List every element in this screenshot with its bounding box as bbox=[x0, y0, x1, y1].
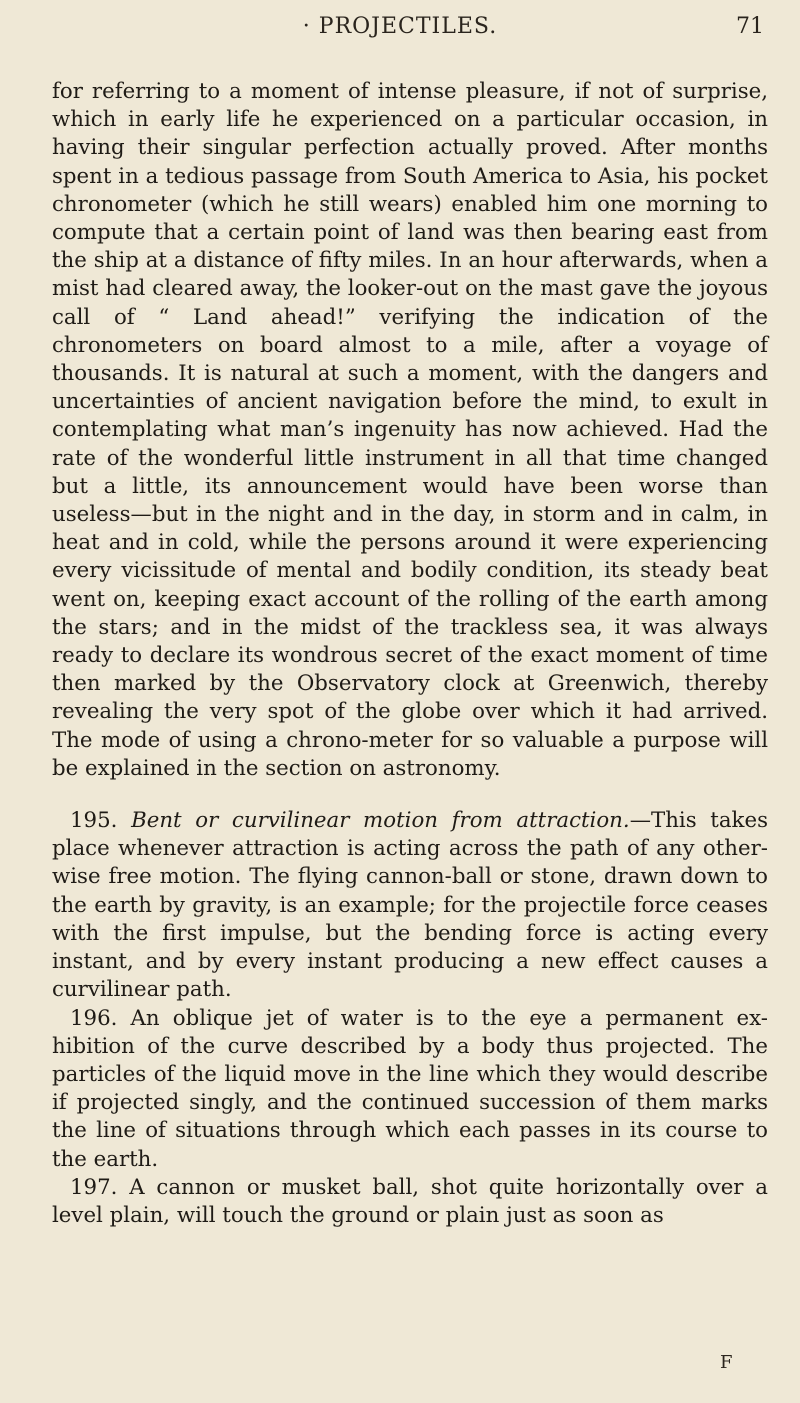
paragraph-195 bbox=[52, 807, 768, 1004]
paragraph-196 bbox=[52, 1005, 768, 1174]
running-head: · PROJECTILES. bbox=[302, 14, 498, 39]
page-header bbox=[0, 14, 800, 46]
paragraph-number: 197. bbox=[70, 1174, 118, 1200]
paragraph-text: for referring to a moment of intense pleasure, if not of surprise, which in early life he experienced on a particular occasion, in having their singular perfection actually proved. After months spent in a tedious passage from South America to Asia, his pocket chronometer (which he still wears) enabled him one morning to compute that a certain point of land was then bearing east from the ship at a distance of fifty miles. In an hour afterwards, when a mist had cleared away, the looker-out on the mast gave the joyous call of “ Land ahead!” verifying the indication of the chronometers on board almost to a mile, after a voyage of thousands. It is natural at such a moment, with the dangers and uncertainties of ancient navigation before the mind, to exult in contemplating what man’s ingenuity has now achieved. Had the rate of the wonderful little instrument in all that time changed but a little, its announcement would have been worse than useless—but in the night and in the day, in storm and in calm, in heat and in cold, while the persons around it were experiencing every vicissitude of mental and bodily condition, its steady beat went on, keeping exact account of the rolling of the earth among the stars; and in the midst of the trackless sea, it was always ready to declare its wondrous secret of the exact moment of time then marked by the Observatory clock at Greenwich, thereby revealing the very spot of the globe over which it had arrived. The mode of using a chrono-meter for so valuable a purpose will be explained in the section on astronomy. bbox=[52, 79, 768, 781]
paragraph-text: —This takes place whenever attraction is acting across the path of any other-wise free motion. The flying cannon-ball or stone, drawn down to the earth by gravity, is an example; for the projectile force ceases with the first impulse, but the bending force is acting every instant, and by every instant producing a new effect causes a curvilinear path. bbox=[52, 808, 768, 1003]
paragraph-number: 196. bbox=[70, 1005, 118, 1031]
paragraph-continuation bbox=[52, 78, 768, 783]
paragraph-text: A cannon or musket ball, shot quite horizontally over a level plain, will touch the ground or plain just as soon as bbox=[52, 1174, 768, 1228]
paragraph-197 bbox=[52, 1174, 768, 1230]
body-text bbox=[52, 78, 768, 1230]
section-heading: Bent or curvilinear motion from attraction. bbox=[131, 808, 630, 834]
signature-mark: F bbox=[720, 1352, 733, 1373]
page-number: 71 bbox=[736, 14, 764, 39]
paragraph-text: An oblique jet of water is to the eye a permanent ex-hibition of the curve described by a body thus projected. The particles of the liquid move in the line which they would describe if projected singly, and the continued succession of them marks the line of situations through which each passes in its course to the earth. bbox=[52, 1005, 768, 1172]
paragraph-number: 195. bbox=[70, 808, 118, 834]
